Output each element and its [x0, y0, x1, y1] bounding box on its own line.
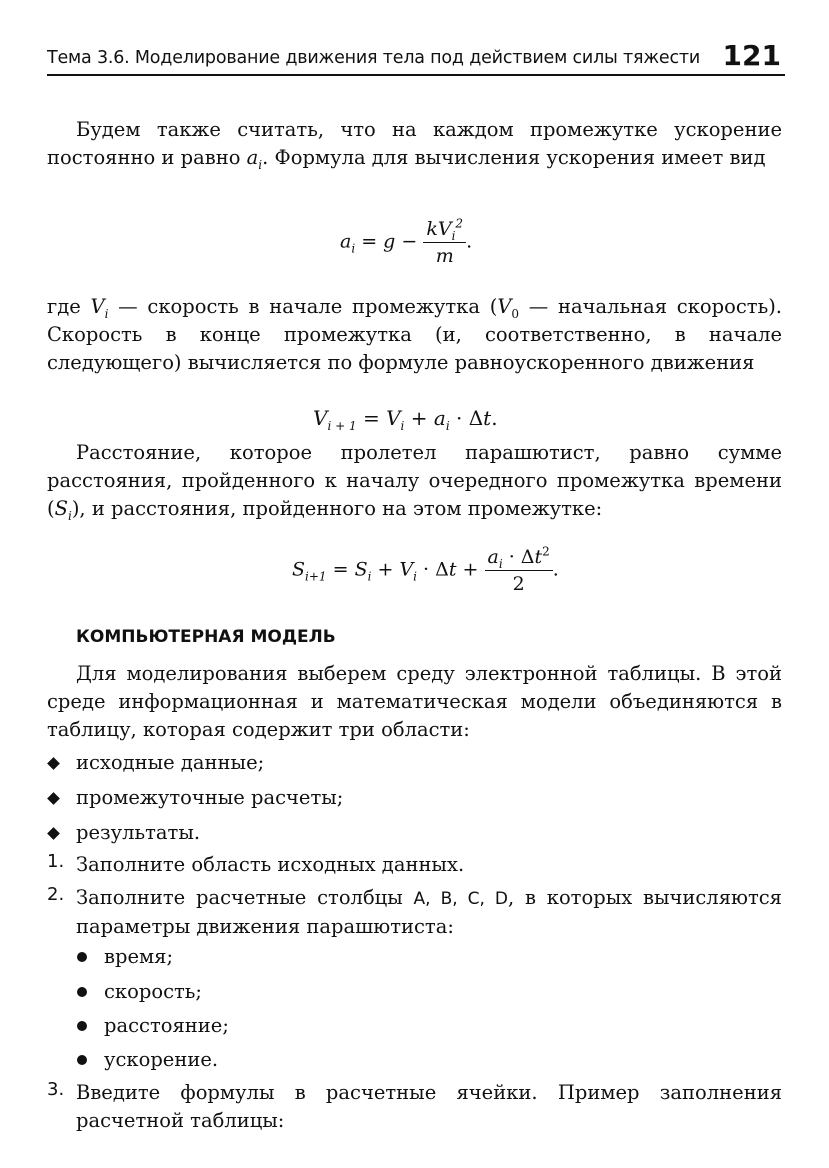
- fraction: [485, 546, 553, 595]
- formula-term: · Δ: [449, 406, 484, 430]
- formula-sub: i: [451, 228, 456, 243]
- text: Заполните расчетные столбцы: [76, 886, 414, 909]
- var: V: [90, 295, 105, 318]
- list-item: ускорение.: [104, 1048, 219, 1071]
- step-number: 3.: [47, 1079, 65, 1100]
- formula-sub: i: [445, 419, 450, 433]
- step-2-text: [76, 884, 782, 941]
- round-bullet-icon: [77, 1021, 87, 1031]
- fraction-numerator: [423, 218, 466, 243]
- velocity-formula: [313, 406, 498, 433]
- formula-term: +: [404, 406, 434, 430]
- formula-term: =: [356, 406, 387, 430]
- round-bullet-icon: [77, 1055, 87, 1065]
- accel-sub: i: [258, 157, 263, 172]
- formula-term: · Δ: [502, 546, 535, 568]
- fraction-denominator: m: [435, 245, 454, 267]
- intro-paragraph: [47, 116, 782, 172]
- formula-term: .: [491, 406, 498, 430]
- list-item: время;: [104, 945, 174, 968]
- list-item: расстояние;: [104, 1014, 229, 1037]
- fraction: [423, 218, 466, 267]
- formula-sub: i: [367, 569, 372, 584]
- formula-term: V: [313, 406, 328, 430]
- diamond-bullet-icon: [47, 827, 60, 840]
- fraction-numerator: [485, 546, 553, 571]
- formula-term: .: [466, 230, 473, 253]
- formula-term: = g −: [355, 230, 424, 253]
- formula-term: a: [340, 230, 352, 253]
- formula-term: t: [534, 546, 543, 568]
- var: V: [497, 295, 512, 318]
- formula-term: +: [456, 558, 485, 581]
- formula-sub: i: [413, 569, 418, 584]
- formula-term: .: [552, 558, 559, 581]
- text: ), и расстояния, пройденного на этом промежутке:: [71, 497, 603, 520]
- round-bullet-icon: [77, 952, 87, 962]
- model-paragraph: Для моделирования выберем среду электронной таблицы. В этой среде информационная и математическая модели объединяются в таблицу, которая содержит три области:: [47, 662, 782, 741]
- formula-term: t: [448, 558, 457, 581]
- formula-term: V: [386, 406, 401, 430]
- diamond-bullet-icon: [47, 792, 60, 805]
- page-number: 121: [722, 39, 781, 72]
- formula-term: +: [371, 558, 400, 581]
- velocity-paragraph: [47, 293, 782, 377]
- step-number: 2.: [47, 884, 65, 905]
- formula-term: =: [326, 558, 355, 581]
- text: , в которых вычисляются параметры движения парашютиста:: [76, 886, 782, 938]
- list-item: исходные данные;: [76, 751, 265, 774]
- var-sub: i: [67, 508, 72, 523]
- formula-term: · Δ: [417, 558, 449, 581]
- step-1-text: Заполните область исходных данных.: [76, 853, 465, 876]
- formula-sup: 2: [542, 544, 550, 559]
- var-sub: i: [104, 306, 109, 321]
- formula-sub: i+1: [305, 569, 327, 584]
- list-item: промежуточные расчеты;: [76, 786, 344, 809]
- formula-sub: i: [498, 556, 503, 571]
- list-item: результаты.: [76, 821, 201, 844]
- running-header: [47, 40, 785, 76]
- section-heading: КОМПЬЮТЕРНАЯ МОДЕЛЬ: [76, 627, 336, 647]
- list-item: скорость;: [104, 980, 202, 1003]
- formula-term: t: [483, 406, 492, 430]
- var: S: [54, 497, 68, 520]
- distance-paragraph: [47, 439, 782, 523]
- distance-formula: [292, 546, 559, 595]
- text: — начальная скорость). Скорость в конце промежутка (и, соответственно, в начале следующего) вычисляется по формуле равноускоренного движения: [47, 295, 783, 374]
- var-sub: 0: [511, 306, 520, 321]
- acceleration-formula: [340, 218, 472, 267]
- formula-term: S: [292, 558, 306, 581]
- round-bullet-icon: [77, 987, 87, 997]
- chapter-title: Тема 3.6. Моделирование движения тела под действием силы тяжести: [47, 48, 701, 68]
- formula-term: kV: [426, 218, 452, 240]
- formula-term: S: [354, 558, 368, 581]
- text: — скорость в начале промежутка (: [108, 295, 498, 318]
- formula-term: V: [399, 558, 414, 581]
- step-number: 1.: [47, 851, 65, 872]
- formula-sub: i: [351, 241, 356, 256]
- text: Расстояние, которое пролетел парашютист, равно сумме расстояния, пройденного к началу очередного промежутка времени (: [47, 441, 782, 520]
- formula-sub: i: [400, 419, 405, 433]
- formula-term: a: [433, 406, 446, 430]
- formula-sup: 2: [455, 216, 464, 231]
- formula-sub: i + 1: [327, 419, 357, 433]
- diamond-bullet-icon: [47, 757, 60, 770]
- formula-term: a: [487, 546, 499, 568]
- step-3-text: Введите формулы в расчетные ячейки. Пример заполнения расчетной таблицы:: [76, 1081, 782, 1132]
- accel-var: a: [246, 146, 259, 169]
- intro-text-2: . Формула для вычисления ускорения имеет вид: [262, 146, 766, 169]
- intro-text: Будем также считать, что на каждом промежутке ускорение постоянно и равно: [47, 118, 782, 169]
- fraction-denominator: 2: [512, 573, 525, 595]
- text: где: [47, 295, 91, 318]
- column-names: A, B, C, D: [413, 889, 508, 909]
